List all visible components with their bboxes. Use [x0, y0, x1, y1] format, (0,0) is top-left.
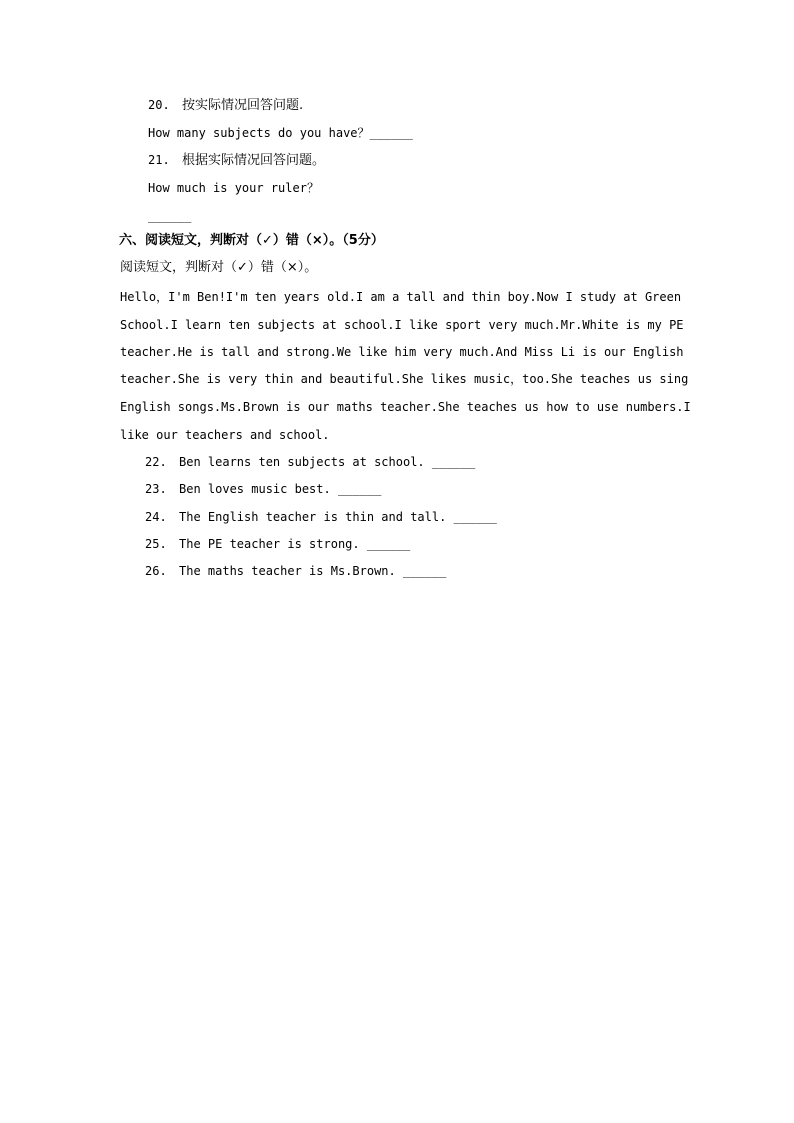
question-item: [145, 536, 410, 552]
section6-instruction: 阅读短文，判断对（✓）错（×）。: [120, 260, 318, 275]
passage-line: teacher.She is very thin and beautiful.She likes music，too.She teaches us sing: [120, 372, 689, 386]
question-number: 26.: [145, 564, 167, 578]
q21-instruction: 根据实际情况回答问题。: [182, 153, 326, 168]
question-number: 25.: [145, 537, 167, 551]
question-text: The English teacher is thin and tall.: [179, 510, 447, 524]
question-item: [145, 481, 381, 497]
q20-number: 20.: [148, 98, 170, 112]
question-number: 24.: [145, 510, 167, 524]
question-item: [145, 563, 446, 579]
q21-number: 21.: [148, 153, 170, 167]
question-number: 22.: [145, 455, 167, 469]
question-text: Ben learns ten subjects at school.: [179, 455, 425, 469]
passage-line: English songs.Ms.Brown is our maths teacher.She teaches us how to use numbers.I: [120, 400, 691, 414]
q20-instruction: 按实际情况回答问题.: [182, 98, 304, 113]
q21-answer-blank[interactable]: ______: [148, 209, 192, 223]
answer-blank[interactable]: ______: [366, 537, 411, 551]
passage-line: School.I learn ten subjects at school.I like sport very much.Mr.White is my PE: [120, 318, 684, 332]
q20-instruction-line: [148, 97, 303, 114]
section6-title: 六、阅读短文，判断对（✓）错（×）。（5分）: [119, 233, 384, 248]
question-number: 23.: [145, 482, 167, 496]
q21-instruction-line: [148, 152, 325, 169]
question-item: [145, 454, 475, 470]
q20-question: How many subjects do you have？: [148, 126, 370, 140]
question-item: [145, 509, 497, 525]
passage-line: Hello，I'm Ben!I'm ten years old.I am a tall and thin boy.Now I study at Green: [120, 290, 682, 304]
q20-answer-blank[interactable]: ______: [369, 126, 413, 140]
question-text: Ben loves music best.: [179, 482, 331, 496]
answer-blank[interactable]: ______: [402, 564, 447, 578]
answer-blank[interactable]: ______: [453, 510, 497, 524]
q21-question: How much is your ruler？: [148, 181, 319, 195]
answer-blank[interactable]: ______: [431, 455, 476, 469]
passage-line: like our teachers and school.: [120, 428, 330, 442]
q20-question-line: [148, 125, 413, 141]
passage-line: teacher.He is tall and strong.We like him very much.And Miss Li is our English: [120, 345, 684, 359]
q21-question-line: [148, 180, 319, 196]
answer-blank[interactable]: ______: [337, 482, 382, 496]
question-text: The maths teacher is Ms.Brown.: [179, 564, 396, 578]
q21-answer-line: [148, 208, 191, 224]
question-text: The PE teacher is strong.: [179, 537, 360, 551]
